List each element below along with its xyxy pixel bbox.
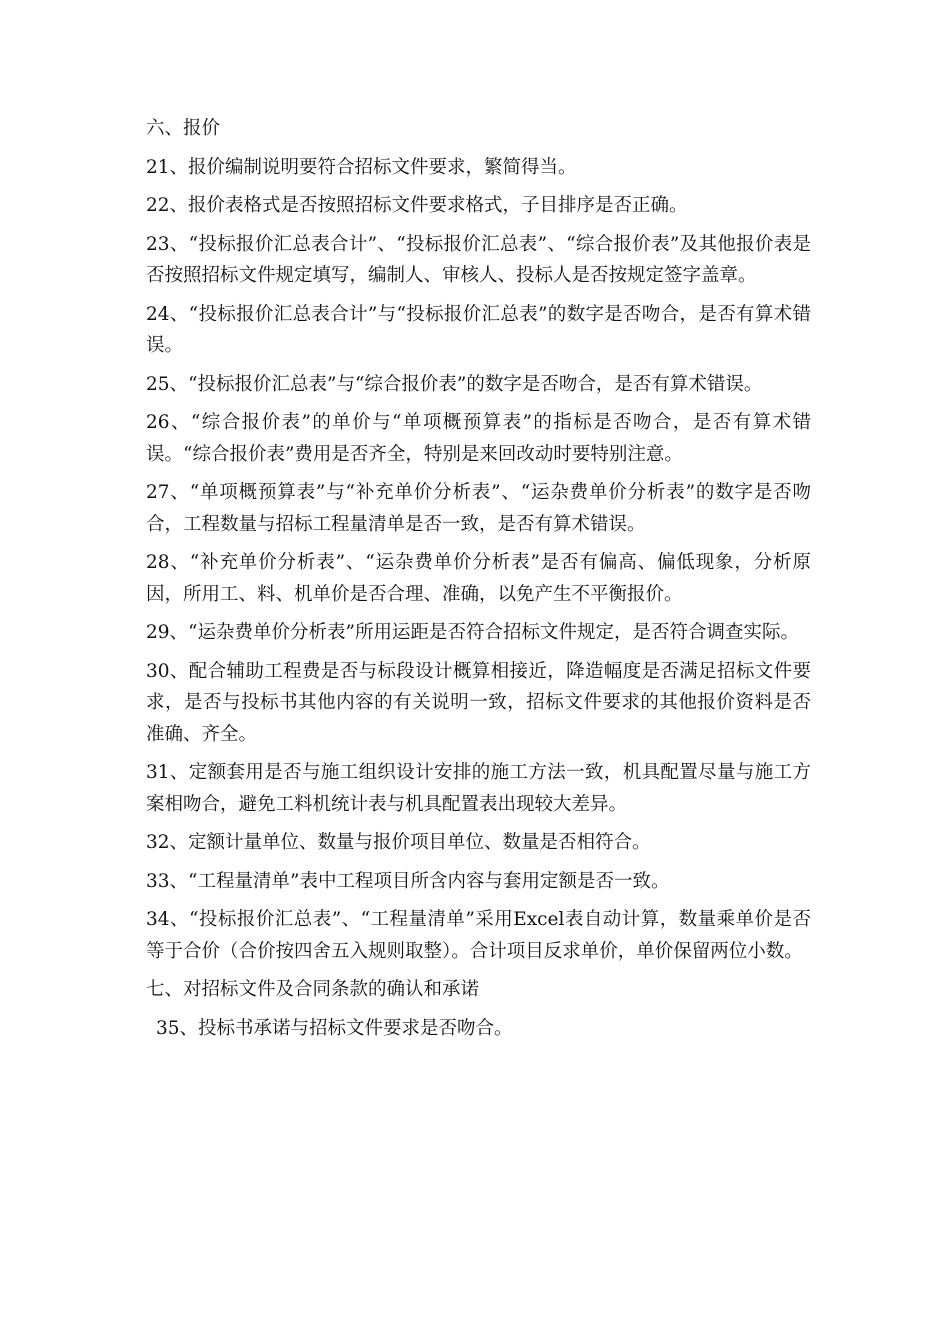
item-24: 24、“投标报价汇总表合计”与“投标报价汇总表”的数字是否吻合，是否有算术错误。 — [146, 303, 811, 356]
item-29: 29、“运杂费单价分析表”所用运距是否符合招标文件规定，是否符合调查实际。 — [146, 622, 799, 643]
section-6-heading: 六、报价 — [146, 118, 221, 139]
document-body — [146, 113, 811, 1051]
item-30: 30、配合辅助工程费是否与标段设计概算相接近，降造幅度是否满足招标文件要求，是否与投标书其他内容的有关说明一致，招标文件要求的其他报价资料是否准确、齐全。 — [146, 660, 811, 745]
item-26: 26、“综合报价表”的单价与“单项概预算表”的指标是否吻合，是否有算术错误。“综合报价表”费用是否齐全，特别是来回改动时要特别注意。 — [146, 412, 811, 465]
item-35: 35、投标书承诺与招标文件要求是否吻合。 — [156, 1017, 513, 1039]
item-22: 22、报价表格式是否按照招标文件要求格式，子目排序是否正确。 — [146, 195, 688, 216]
item-21: 21、报价编制说明要符合招标文件要求，繁简得当。 — [146, 156, 577, 178]
item-31: 31、定额套用是否与施工组织设计安排的施工方法一致，机具配置尽量与施工方案相吻合，避免工料机统计表与机具配置表出现较大差异。 — [146, 762, 811, 815]
item-27: 27、“单项概预算表”与“补充单价分析表”、“运杂费单价分析表”的数字是否吻合，工程数量与招标工程量清单是否一致，是否有算术错误。 — [146, 482, 811, 535]
item-34: 34、“投标报价汇总表”、“工程量清单”采用Excel表自动计算，数量乘单价是否等于合价（合价按四舍五入规则取整）。合计项目反求单价，单价保留两位小数。 — [146, 909, 811, 962]
item-33: 33、“工程量清单”表中工程项目所含内容与套用定额是否一致。 — [146, 870, 670, 892]
item-28: 28、“补充单价分析表”、“运杂费单价分析表”是否有偏高、偏低现象，分析原因，所用工、料、机单价是否合理、准确，以免产生不平衡报价。 — [146, 552, 811, 605]
section-7-heading: 七、对招标文件及合同条款的确认和承诺 — [146, 979, 480, 1000]
item-32: 32、定额计量单位、数量与报价项目单位、数量是否相符合。 — [146, 832, 651, 853]
item-25: 25、“投标报价汇总表”与“综合报价表”的数字是否吻合，是否有算术错误。 — [146, 373, 763, 395]
item-23: 23、“投标报价汇总表合计”、“投标报价汇总表”、“综合报价表”及其他报价表是否按照招标文件规定填写，编制人、审核人、投标人是否按规定签字盖章。 — [146, 233, 811, 286]
